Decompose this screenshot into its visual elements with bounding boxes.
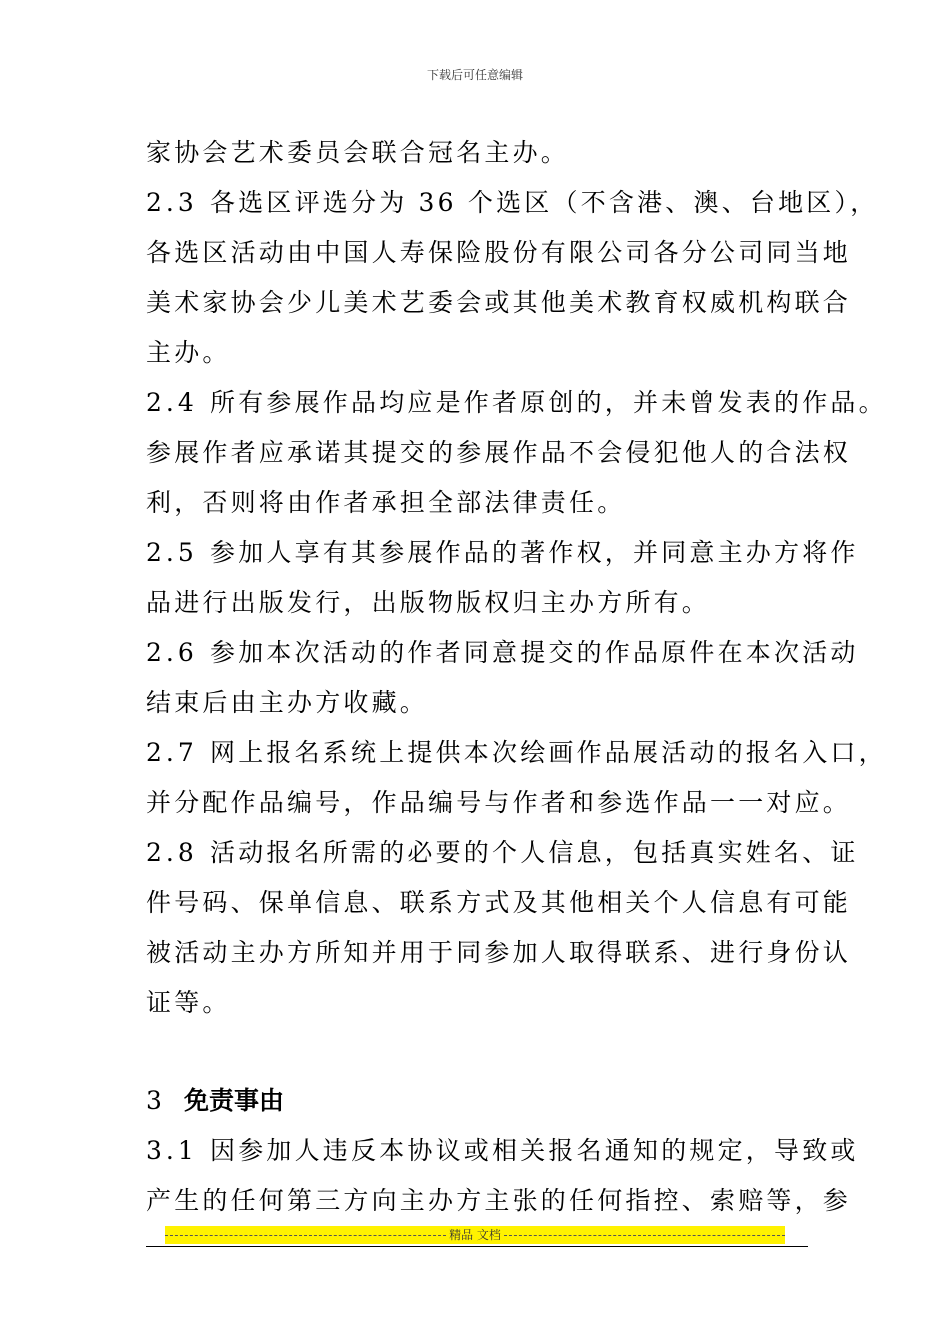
text-line (146, 628, 859, 678)
line-text: 产生的任何第三方向主办方主张的任何指控、索赔等，参 (146, 1186, 852, 1215)
line-text: 品进行出版发行，出版物版权归主办方所有。 (146, 588, 711, 617)
footer-text: 精品 文档 (449, 1228, 501, 1242)
text-line (146, 378, 887, 428)
footer-dash-right (504, 1235, 785, 1236)
text-line (146, 428, 852, 478)
line-text: 活动报名所需的必要的个人信息，包括真实姓名、证 (210, 838, 859, 867)
text-line (146, 878, 852, 928)
text-line (146, 1126, 859, 1176)
text-line (146, 978, 816, 1028)
line-text: 证等。 (146, 988, 231, 1017)
page-header: 下载后可任意编辑 (426, 68, 523, 82)
clause-number: 3.1 (146, 1136, 198, 1165)
text-line (146, 328, 816, 378)
footer-dash-left (165, 1235, 446, 1236)
section-heading (146, 1076, 816, 1126)
clause-number: 2.6 (146, 638, 198, 667)
text-line (146, 778, 852, 828)
line-text: 参展作者应承诺其提交的参展作品不会侵犯他人的合法权 (146, 438, 852, 467)
clause-number: 2.8 (146, 838, 198, 867)
text-line (146, 678, 816, 728)
text-line (146, 728, 887, 778)
line-text: 结束后由主办方收藏。 (146, 688, 429, 717)
section-title: 免责事由 (184, 1086, 285, 1115)
clause-number: 2.3 (146, 188, 198, 217)
clause-lines (146, 128, 887, 1028)
text-line (146, 478, 816, 528)
text-line (146, 1176, 852, 1226)
line-text: 所有参展作品均应是作者原创的，并未曾发表的作品。 (210, 388, 887, 417)
section-number: 3 (146, 1086, 162, 1115)
text-line (146, 128, 816, 178)
line-text: 利，否则将由作者承担全部法律责任。 (146, 488, 626, 517)
line-text: 主办。 (146, 338, 231, 367)
line-text: 参加人享有其参展作品的著作权，并同意主办方将作 (210, 538, 859, 567)
document-body (146, 128, 887, 1226)
clause-number: 2.7 (146, 738, 198, 767)
clause-number: 2.5 (146, 538, 198, 567)
line-text: 被活动主办方所知并用于同参加人取得联系、进行身份认 (146, 938, 852, 967)
line-text: 家协会艺术委员会联合冠名主办。 (146, 138, 570, 167)
text-line (146, 228, 852, 278)
page-footer (165, 1226, 785, 1244)
clause-number: 2.4 (146, 388, 198, 417)
line-text: 网上报名系统上提供本次绘画作品展活动的报名入口， (210, 738, 887, 767)
line-text: 件号码、保单信息、联系方式及其他相关个人信息有可能 (146, 888, 852, 917)
line-text: 美术家协会少儿美术艺委会或其他美术教育权威机构联合 (146, 288, 852, 317)
line-text: 参加本次活动的作者同意提交的作品原件在本次活动 (210, 638, 859, 667)
text-line (146, 278, 852, 328)
text-line (146, 528, 859, 578)
line-text: 因参加人违反本协议或相关报名通知的规定，导致或 (210, 1136, 859, 1165)
text-line (146, 578, 816, 628)
line-text: 各选区活动由中国人寿保险股份有限公司各分公司同当地 (146, 238, 852, 267)
section-3-lines (146, 1126, 859, 1226)
text-line (146, 828, 859, 878)
footer-rule (146, 1246, 808, 1247)
line-text: 各选区评选分为 36 个选区（不含港、澳、台地区）， (210, 188, 879, 217)
text-line (146, 178, 879, 228)
line-text: 并分配作品编号，作品编号与作者和参选作品一一对应。 (146, 788, 852, 817)
text-line (146, 928, 852, 978)
